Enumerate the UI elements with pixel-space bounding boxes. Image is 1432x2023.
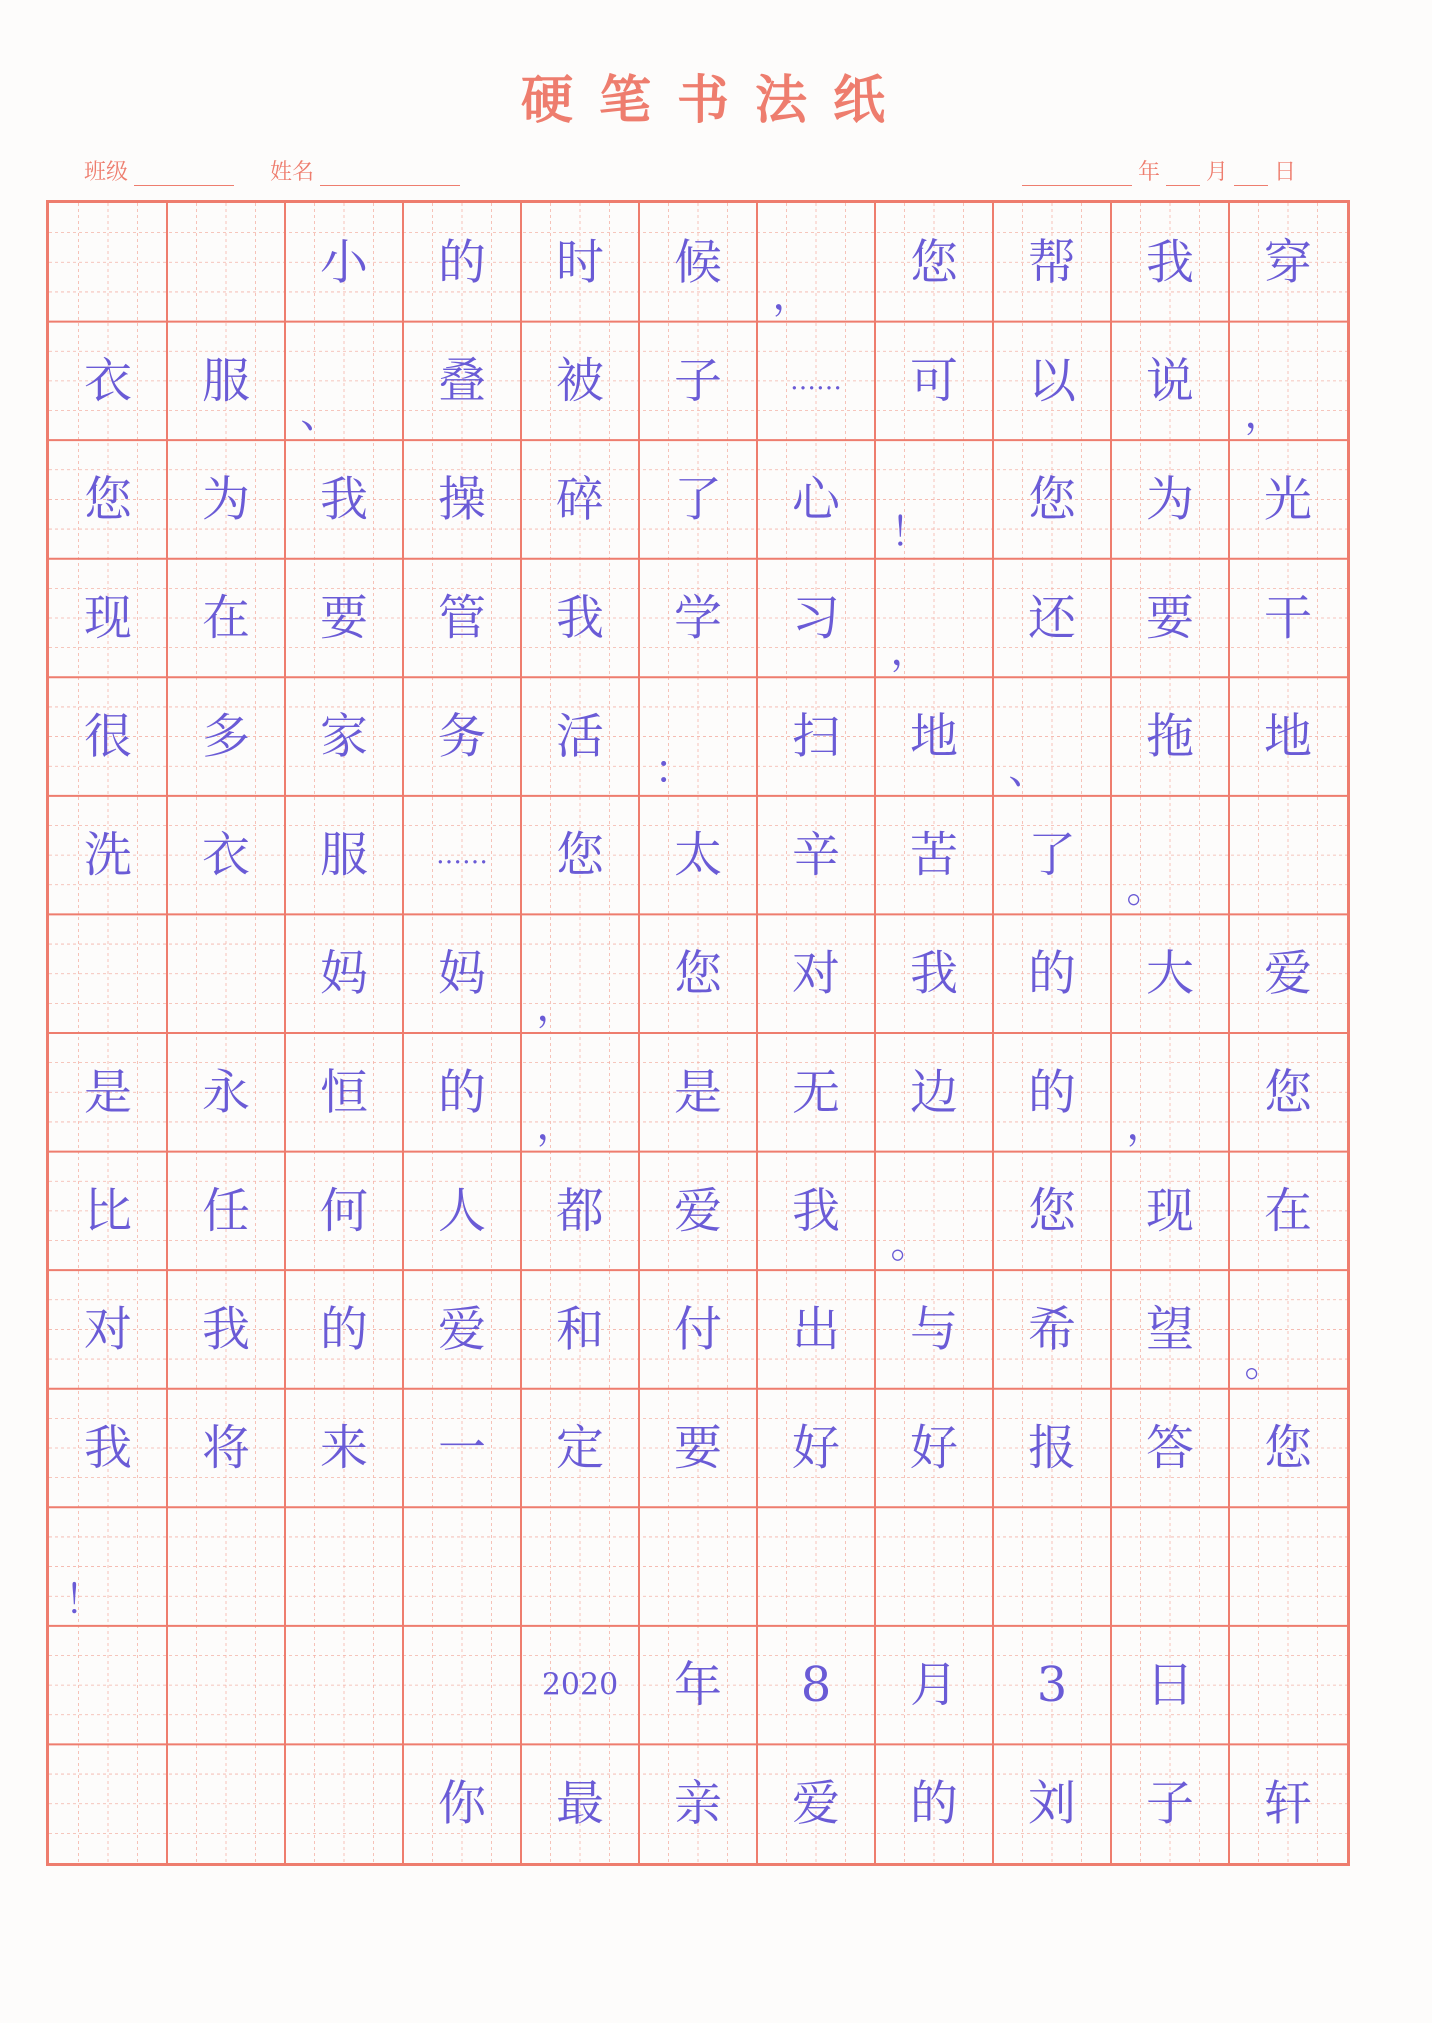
handwritten-char: 、 <box>1008 746 1049 793</box>
handwritten-char: …… <box>790 365 842 396</box>
handwritten-char: 您 <box>909 234 959 291</box>
handwritten-char: 最 <box>555 1775 605 1832</box>
handwritten-char: 月 <box>909 1657 959 1714</box>
handwritten-char: 的 <box>1027 945 1077 1002</box>
handwritten-char: 家 <box>319 708 369 765</box>
handwritten-char: 我 <box>791 1182 841 1239</box>
handwritten-char: 边 <box>909 1064 959 1121</box>
handwritten-char: 可 <box>909 352 959 409</box>
handwritten-char: 8 <box>800 1657 832 1714</box>
handwritten-char: 苦 <box>909 827 959 884</box>
handwritten-char: 对 <box>83 1301 133 1358</box>
handwritten-char: 现 <box>83 590 133 646</box>
class-blank <box>134 163 234 186</box>
handwritten-char: 您 <box>673 945 723 1002</box>
handwritten-char: 习 <box>791 590 841 646</box>
handwritten-char: 服 <box>201 352 251 409</box>
handwritten-char: 好 <box>909 1420 959 1476</box>
handwritten-char: 人 <box>437 1182 487 1239</box>
handwritten-char: 的 <box>319 1301 369 1358</box>
handwritten-char: 与 <box>909 1301 959 1358</box>
header-fields <box>80 155 1310 189</box>
handwritten-char: 的 <box>1027 1064 1077 1121</box>
year-blank <box>1022 163 1132 186</box>
paper-title: 硬笔书法纸 <box>520 70 911 131</box>
handwritten-char: 扫 <box>791 708 841 765</box>
name-label: 姓名 <box>270 160 315 185</box>
handwritten-char: 被 <box>555 352 605 409</box>
handwritten-char: 多 <box>201 708 251 765</box>
handwritten-char: 妈 <box>437 945 487 1002</box>
handwritten-char: 辛 <box>791 827 841 884</box>
handwritten-char: 了 <box>673 471 723 528</box>
handwritten-char: 您 <box>1027 471 1077 528</box>
year-label: 年 <box>1138 160 1161 185</box>
handwritten-char: 。 <box>1126 865 1167 912</box>
handwritten-char: ， <box>1126 1102 1167 1149</box>
handwritten-char: 对 <box>791 945 841 1002</box>
handwritten-char: 叠 <box>437 352 487 409</box>
handwritten-char: 我 <box>555 590 605 646</box>
handwritten-char: 很 <box>83 708 133 765</box>
handwritten-char: 。 <box>1244 1339 1285 1386</box>
writing-grid <box>46 200 1350 1866</box>
handwritten-char: 帮 <box>1027 234 1077 291</box>
handwritten-char: ， <box>890 628 931 675</box>
handwritten-char: 我 <box>83 1420 133 1476</box>
handwritten-char: 管 <box>437 590 487 646</box>
handwritten-char: 、 <box>300 391 341 438</box>
handwritten-char: …… <box>436 840 488 871</box>
handwritten-char: 一 <box>437 1420 487 1476</box>
handwritten-char: 说 <box>1145 352 1195 409</box>
handwritten-char: ， <box>772 272 813 319</box>
handwritten-char: 是 <box>673 1064 723 1121</box>
handwritten-char: 太 <box>673 827 723 884</box>
handwritten-char: 和 <box>555 1301 605 1358</box>
handwritten-char: 你 <box>437 1775 487 1832</box>
handwritten-char: ： <box>654 746 695 793</box>
day-blank <box>1234 163 1268 186</box>
handwritten-char: 心 <box>791 471 841 528</box>
handwritten-char: 您 <box>555 827 605 884</box>
handwritten-char: 报 <box>1027 1420 1077 1476</box>
handwritten-char: 的 <box>437 234 487 291</box>
handwritten-char: 干 <box>1263 590 1313 646</box>
handwritten-char: 的 <box>909 1775 959 1832</box>
handwritten-char: 我 <box>201 1301 251 1358</box>
handwritten-char: 付 <box>673 1301 723 1358</box>
handwritten-char: 无 <box>791 1064 841 1121</box>
handwritten-char: 我 <box>1145 234 1195 291</box>
handwritten-char: 出 <box>791 1301 841 1358</box>
handwritten-char: 了 <box>1027 827 1077 884</box>
handwritten-char: 您 <box>1263 1064 1313 1121</box>
handwritten-char: 您 <box>83 471 133 528</box>
handwritten-char: 日 <box>1145 1657 1195 1714</box>
handwritten-char: 以 <box>1027 352 1077 409</box>
handwritten-char: 恒 <box>319 1064 369 1121</box>
handwritten-char: 小 <box>319 234 369 291</box>
handwritten-char: 操 <box>437 471 487 528</box>
handwritten-char: 您 <box>1263 1420 1313 1476</box>
handwritten-char: 好 <box>791 1420 841 1476</box>
handwritten-char: 还 <box>1027 590 1077 646</box>
handwritten-char: 亲 <box>673 1775 723 1832</box>
handwritten-char: 何 <box>319 1182 369 1239</box>
handwritten-char: 刘 <box>1027 1775 1077 1832</box>
handwritten-char: 来 <box>319 1420 369 1476</box>
handwritten-char: 2020 <box>541 1667 619 1703</box>
handwritten-char: 务 <box>437 708 487 765</box>
handwritten-char: ， <box>536 983 577 1030</box>
handwritten-char: 都 <box>555 1182 605 1239</box>
handwritten-char: 的 <box>437 1064 487 1121</box>
handwritten-char: 爱 <box>791 1775 841 1832</box>
date-field <box>1016 155 1296 186</box>
month-blank <box>1166 163 1200 186</box>
handwritten-char: 服 <box>319 827 369 884</box>
handwritten-char: 拖 <box>1145 708 1195 765</box>
name-field <box>270 155 466 186</box>
handwritten-char: 为 <box>1145 471 1195 528</box>
handwritten-char: 衣 <box>83 352 133 409</box>
handwritten-char: 洗 <box>83 827 133 884</box>
handwritten-char: 穿 <box>1263 234 1313 291</box>
handwritten-char: 我 <box>319 471 369 528</box>
handwritten-char: ！ <box>890 509 931 556</box>
handwritten-char: 候 <box>673 234 723 291</box>
handwritten-char: 将 <box>201 1420 251 1476</box>
handwritten-char: 妈 <box>319 945 369 1002</box>
handwritten-char: 碎 <box>555 471 605 528</box>
handwritten-char: 年 <box>673 1657 723 1714</box>
handwritten-char: 地 <box>909 708 959 765</box>
handwritten-char: 要 <box>1145 590 1195 646</box>
handwritten-char: 现 <box>1145 1182 1195 1239</box>
handwritten-char: 要 <box>319 590 369 646</box>
name-blank <box>320 163 460 186</box>
handwritten-char: 任 <box>201 1182 251 1239</box>
handwritten-char: 光 <box>1263 471 1313 528</box>
handwritten-char: 学 <box>673 590 723 646</box>
handwritten-char: 要 <box>673 1420 723 1476</box>
day-label: 日 <box>1274 160 1297 185</box>
class-field <box>84 155 240 186</box>
handwritten-char: 在 <box>201 590 251 646</box>
handwritten-char: 衣 <box>201 827 251 884</box>
handwritten-char: 我 <box>909 945 959 1002</box>
handwritten-char: 是 <box>83 1064 133 1121</box>
handwritten-char: 永 <box>201 1064 251 1121</box>
handwritten-char: 为 <box>201 471 251 528</box>
handwritten-char: 大 <box>1145 945 1195 1002</box>
handwritten-char: 答 <box>1145 1420 1195 1476</box>
handwritten-char: 爱 <box>1263 945 1313 1002</box>
handwritten-char: 地 <box>1263 708 1313 765</box>
handwritten-char: 您 <box>1027 1182 1077 1239</box>
handwritten-char: 比 <box>83 1182 133 1239</box>
class-label: 班级 <box>84 160 129 185</box>
grid-canvas <box>49 203 1347 1863</box>
handwritten-char: ！ <box>64 1576 105 1623</box>
handwritten-char: 爱 <box>673 1182 723 1239</box>
handwritten-char: 时 <box>555 234 605 291</box>
handwritten-char: 活 <box>555 708 605 765</box>
handwritten-char: 爱 <box>437 1301 487 1358</box>
handwritten-char: 。 <box>890 1221 931 1268</box>
handwritten-char: ， <box>1244 391 1285 438</box>
handwritten-char: 望 <box>1145 1301 1195 1358</box>
handwritten-char: 在 <box>1263 1182 1313 1239</box>
handwritten-char: 定 <box>555 1420 605 1476</box>
handwritten-char: ， <box>536 1102 577 1149</box>
handwritten-char: 子 <box>1145 1775 1195 1832</box>
handwritten-char: 轩 <box>1263 1775 1313 1832</box>
handwritten-char: 子 <box>673 352 723 409</box>
handwritten-char: 3 <box>1036 1657 1068 1714</box>
month-label: 月 <box>1206 160 1229 185</box>
handwritten-char: 希 <box>1027 1301 1077 1358</box>
